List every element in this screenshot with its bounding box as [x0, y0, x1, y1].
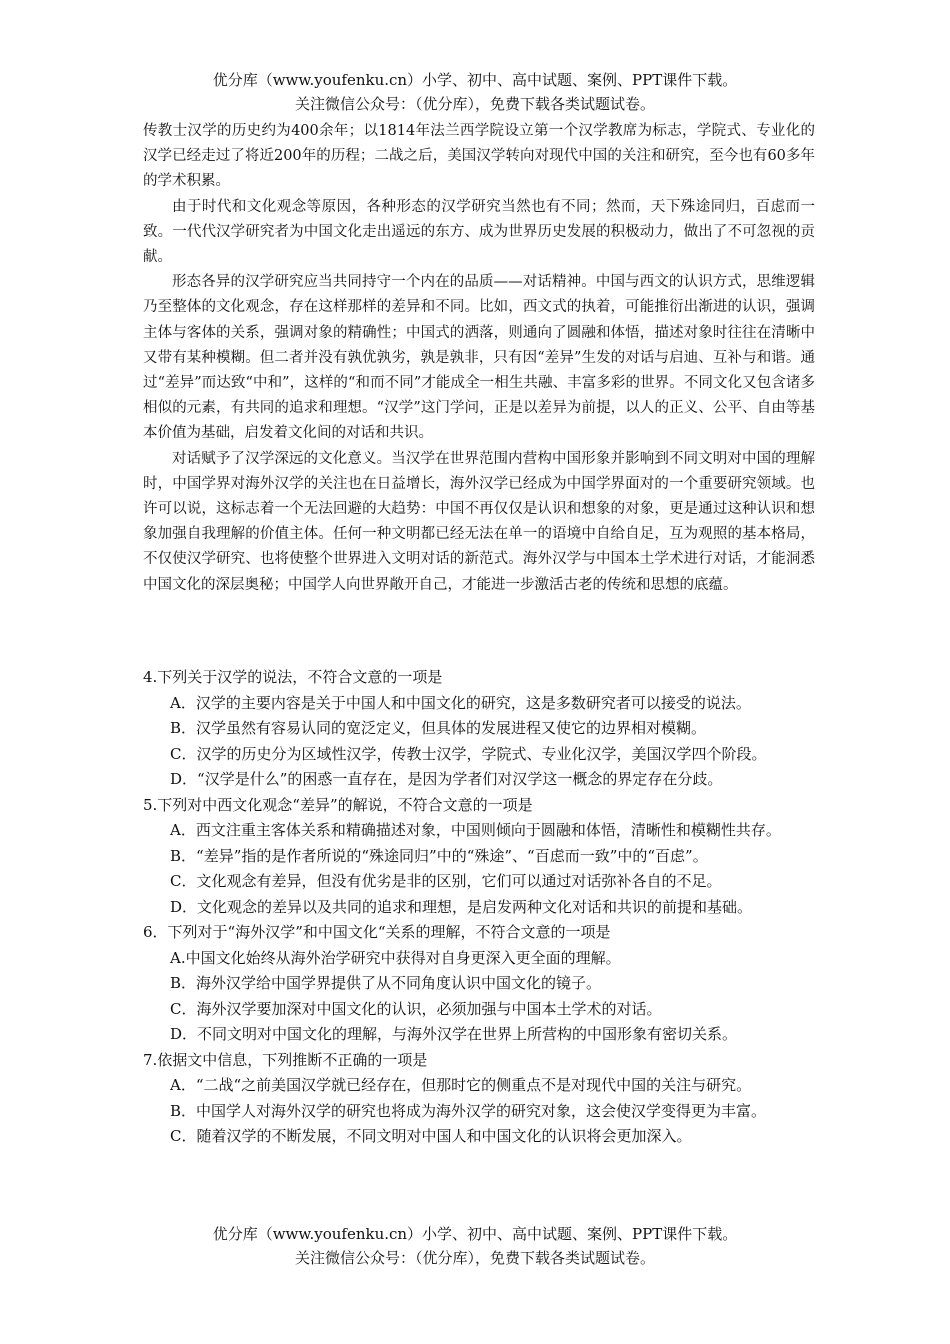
question-stem: 7.依据文中信息，下列推断不正确的一项是 — [143, 1050, 428, 1069]
answer-option: C．海外汉学要加深对中国文化的认识，必须加强与中国本土学术的对话。 — [170, 999, 662, 1018]
answer-option: B．海外汉学给中国学界提供了从不同角度认识中国文化的镜子。 — [170, 974, 602, 992]
question-list — [143, 665, 815, 1150]
question-6 — [143, 920, 815, 1048]
reading-passage — [143, 119, 815, 598]
passage-paragraph: 传教士汉学的历史约为400余年；以1814年法兰西学院设立第一个汉学教席为标志，学院式、专业化的汉学已经走过了将近200年的历程；二战之后，美国汉学转向对现代中国的关注和研究，至今也有60多年的学术积累。 — [143, 123, 815, 190]
question-5 — [143, 793, 815, 921]
header-line-2: 关注微信公众号：（优分库），免费下载各类试题试卷。 — [294, 95, 655, 113]
answer-option: B．汉学虽然有容易认同的宽泛定义，但具体的发展进程又使它的边界相对模糊。 — [170, 719, 707, 737]
answer-option: B．“差异”指的是作者所说的“殊途同归”中的“殊途”、“百虑而一致”中的“百虑”。 — [170, 846, 708, 865]
question-4 — [143, 665, 815, 793]
question-7 — [143, 1048, 815, 1150]
question-stem: 4.下列关于汉学的说法，不符合文意的一项是 — [143, 668, 443, 686]
passage-paragraph: 对话赋予了汉学深远的文化意义。当汉学在世界范围内营构中国形象并影响到不同文明对中国的理解时，中国学界对海外汉学的关注也在日益增长，海外汉学已经成为中国学界面对的一个重要研究领域。也许可以说，这标志着一个无法回避的大趋势：中国不再仅仅是认识和想象的对象，更是通过这种认识和想象加强自我理解的价值主体。任何一种文明都已经无法在单一的语境中自给自足，互为观照的基本格局，不仅使汉学研究、也将使整个世界进入文明对话的新范式。海外汉学与中国本土学术进行对话，才能洞悉中国文化的深层奥秘；中国学人向世界敞开自己，才能进一步激活古老的传统和思想的底蕴。 — [143, 450, 815, 593]
answer-option: A.中国文化始终从海外治学研究中获得对自身更深入更全面的理解。 — [170, 948, 621, 967]
answer-option: C．随着汉学的不断发展，不同文明对中国人和中国文化的认识将会更加深入。 — [170, 1127, 692, 1145]
passage-paragraph: 形态各异的汉学研究应当共同持守一个内在的品质——对话精神。中国与西文的认识方式，思维逻辑乃至整体的文化观念，存在这样那样的差异和不同。比如，西文式的执着，可能推衍出渐进的认识，强调主体与客体的关系，强调对象的精确性；中国式的洒落，则通向了圆融和体悟，描述对象时往往在清晰中又带有某种模糊。但二者并没有孰优孰劣，孰是孰非，只有因“差异”生发的对话与启迪、互补与和谐。通过“差异”而达致“中和”，这样的“和而不同”才能成全一相生共融、丰富多彩的世界。不同文化又包含诸多相似的元素，有共同的追求和理想。“汉学”这门学问，正是以差异为前提，以人的正义、公平、自由等基本价值为基础，启发着文化间的对话和共识。 — [143, 274, 815, 442]
answer-option: B．中国学人对海外汉学的研究也将成为海外汉学的研究对象，这会使汉学变得更为丰富。 — [170, 1101, 767, 1120]
footer-line-1: 优分库（www.youfenku.cn）小学、初中、高中试题、案例、PPT课件下载。 — [212, 1225, 738, 1243]
answer-option: D．文化观念的差异以及共同的追求和理想，是启发两种文化对话和共识的前提和基础。 — [170, 897, 753, 916]
answer-option: C．汉学的历史分为区域性汉学，传教士汉学，学院式、专业化汉学，美国汉学四个阶段。 — [170, 744, 767, 763]
answer-option: A．汉学的主要内容是关于中国人和中国文化的研究，这是多数研究者可以接受的说法。 — [170, 693, 751, 712]
question-stem: 6．下列对于“海外汉学”和中国文化“关系的理解，不符合文意的一项是 — [143, 923, 611, 941]
answer-option: A．西文注重主客体关系和精确描述对象，中国则倾向于圆融和体悟，清晰性和模糊性共存。 — [170, 821, 781, 839]
header-banner — [0, 68, 950, 116]
header-line-1: 优分库（www.youfenku.cn）小学、初中、高中试题、案例、PPT课件下载。 — [212, 71, 738, 89]
footer-line-2: 关注微信公众号：（优分库），免费下载各类试题试卷。 — [294, 1249, 655, 1267]
footer-banner — [0, 1222, 950, 1270]
answer-option: D．“汉学是什么”的困惑一直存在，是因为学者们对汉学这一概念的界定存在分歧。 — [170, 770, 723, 788]
answer-option: A．“二战“之前美国汉学就已经存在，但那时它的侧重点不是对现代中国的关注与研究。 — [170, 1076, 752, 1094]
answer-option: D．不同文明对中国文化的理解，与海外汉学在世界上所营构的中国形象有密切关系。 — [170, 1025, 738, 1043]
passage-paragraph: 由于时代和文化观念等原因，各种形态的汉学研究当然也有不同；然而，天下殊途同归，百虑而一致。一代代汉学研究者为中国文化走出遥远的东方、成为世界历史发展的积极动力，做出了不可忽视的贡献。 — [143, 198, 815, 266]
answer-option: C．文化观念有差异，但没有优劣是非的区别，它们可以通过对话弥补各自的不足。 — [170, 872, 722, 890]
question-stem: 5.下列对中西文化观念“差异”的解说，不符合文意的一项是 — [143, 795, 533, 814]
